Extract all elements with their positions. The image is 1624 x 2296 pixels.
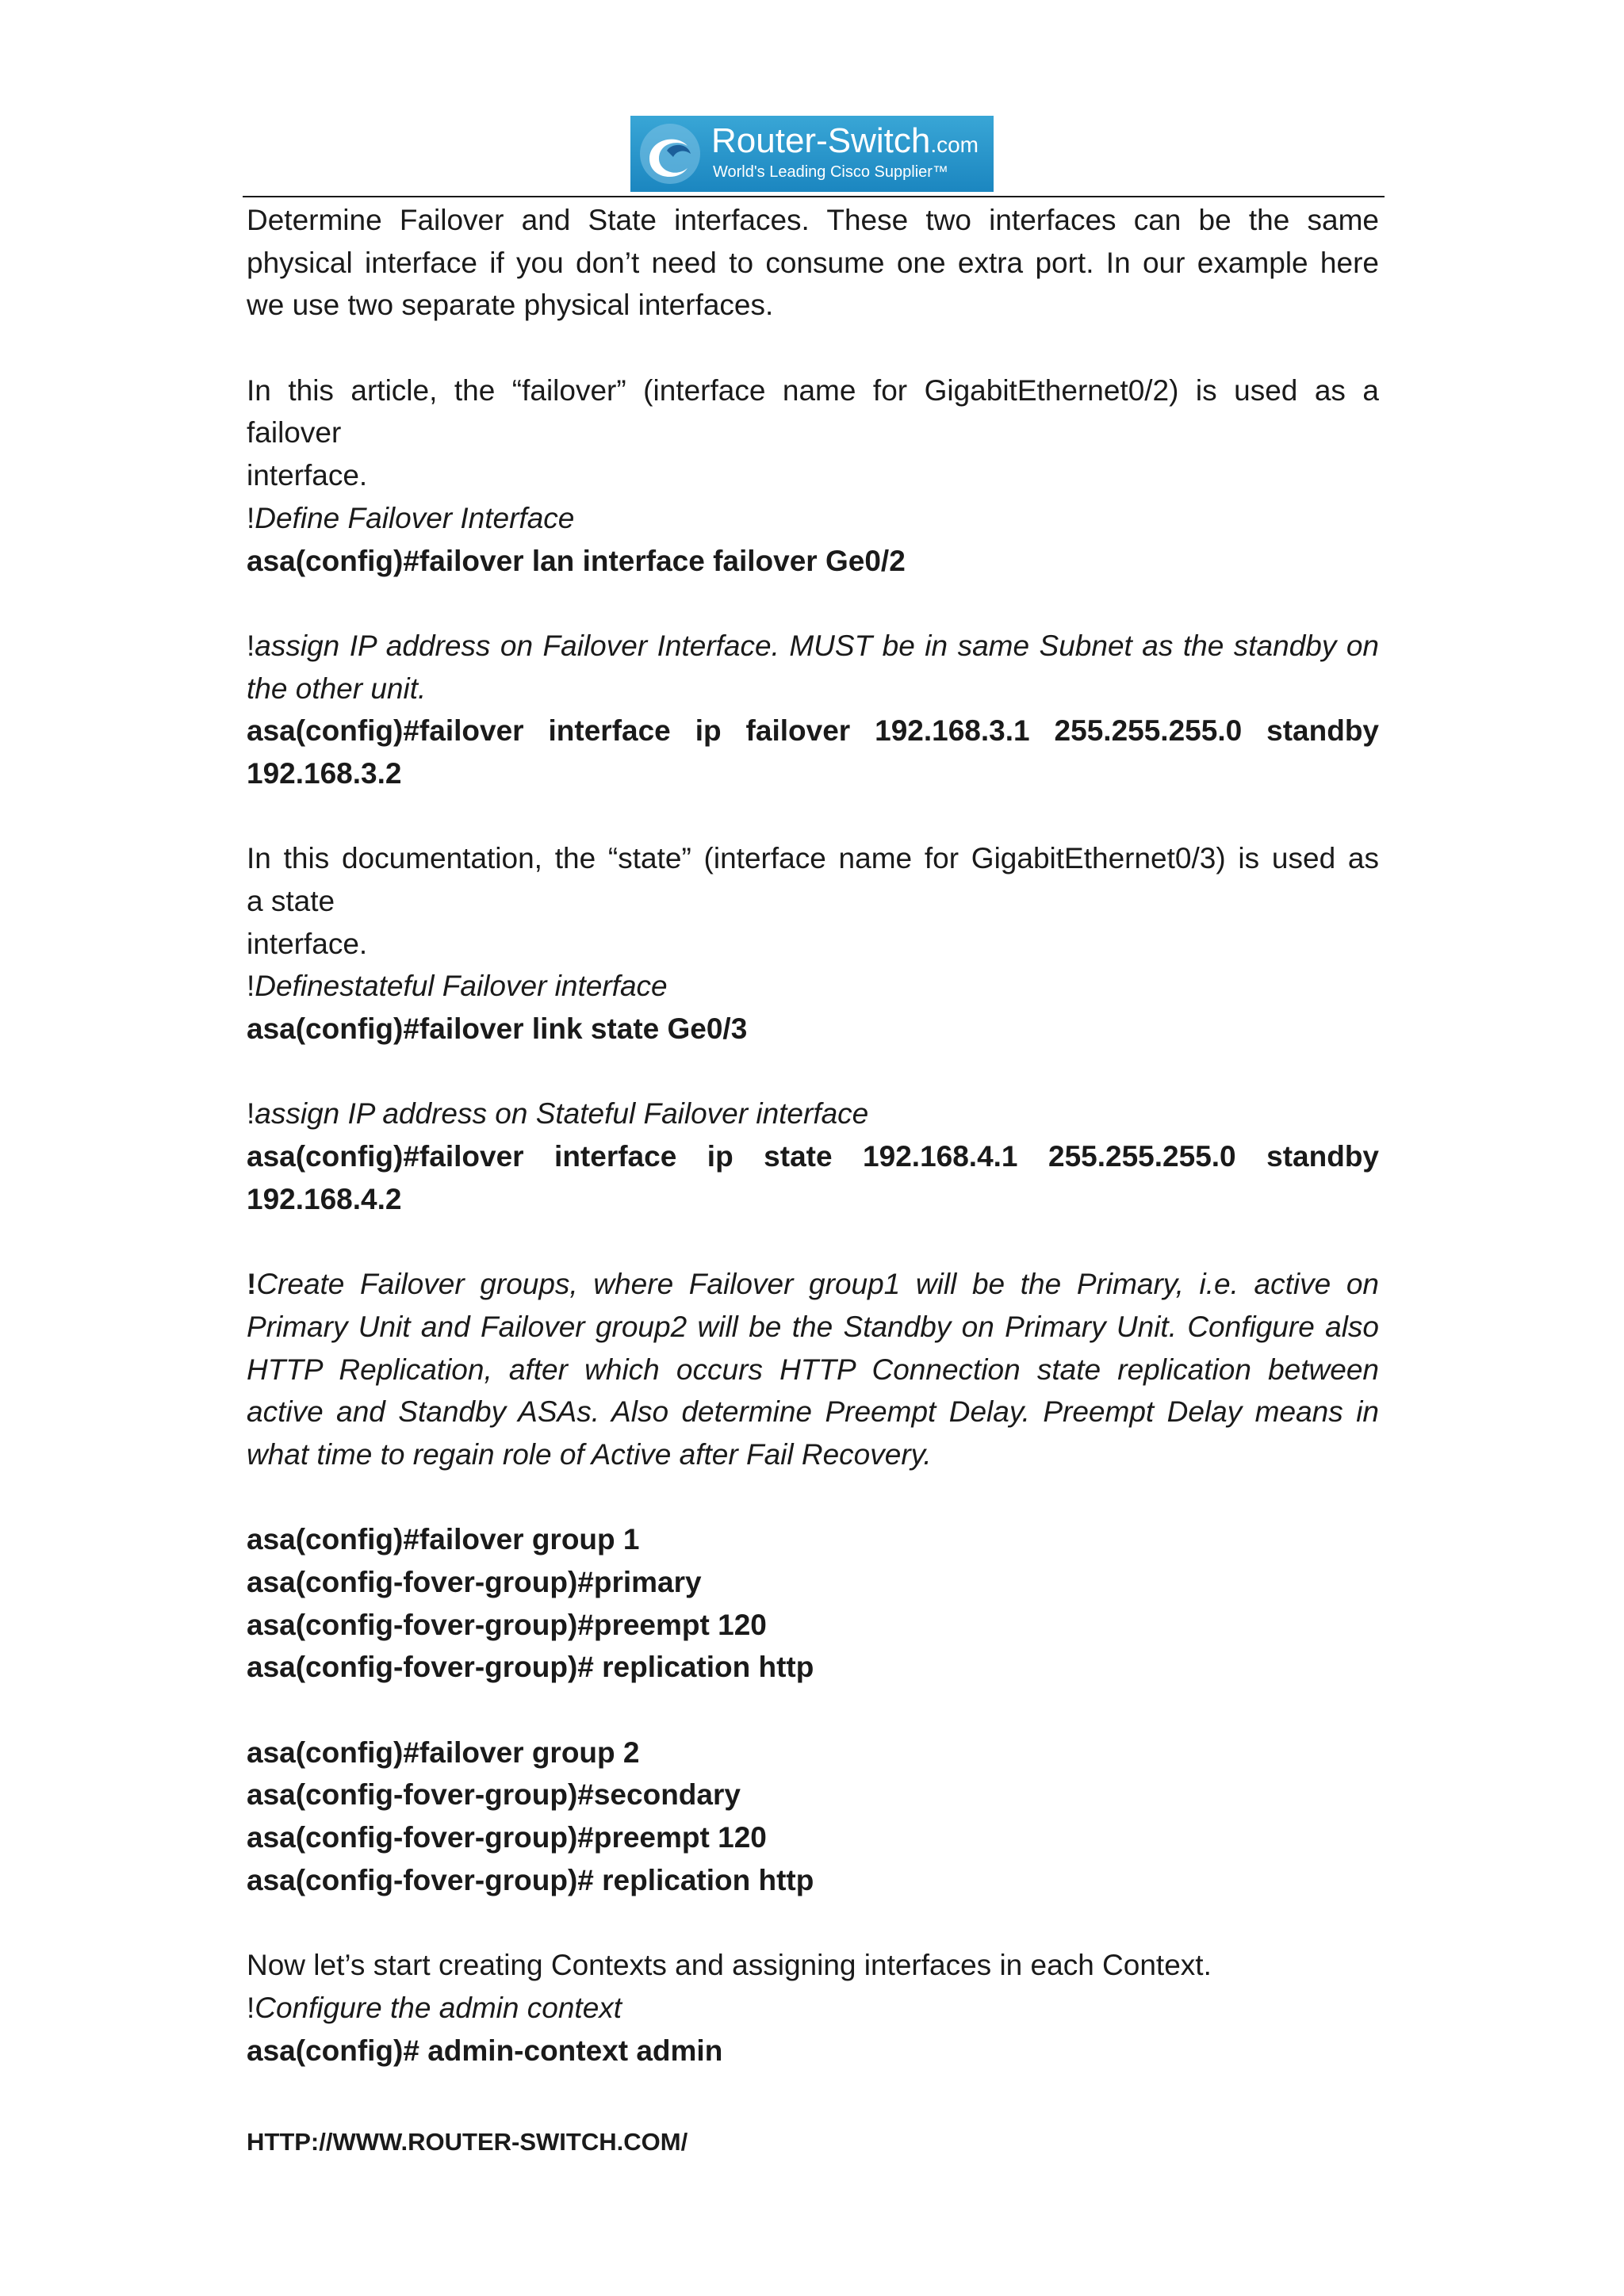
body-line: In this documentation, the “state” (interface name for GigabitEthernet0/3) is used as — [247, 842, 1379, 875]
comment-text: assign IP address on Stateful Failover interface — [255, 1097, 869, 1131]
comment-marker: ! — [247, 1097, 255, 1131]
command-line: asa(config)#failover group 2 — [247, 1735, 640, 1769]
router-switch-logo — [630, 116, 994, 192]
command-line: 192.168.4.2 — [247, 1182, 402, 1215]
comment-text: Definestateful Failover interface — [255, 970, 668, 1003]
command-line: asa(config-fover-group)#secondary — [247, 1778, 741, 1812]
paragraph-gap — [247, 1902, 1379, 1945]
body-line: physical interface if you don’t need to consume one extra port. In our example here — [247, 246, 1379, 279]
paragraph-gap — [247, 1221, 1379, 1264]
command-line: asa(config)#failover interface ip failover 192.168.3.1 255.255.255.0 standby — [247, 714, 1379, 748]
command-line: asa(config)#failover interface ip state 192.168.4.1 255.255.255.0 standby — [247, 1140, 1379, 1173]
comment-line: HTTP Replication, after which occurs HTTP Connection state replication between — [247, 1353, 1379, 1386]
paragraph-gap — [247, 1476, 1379, 1519]
comment-line — [247, 1263, 1379, 1306]
body-line: we use two separate physical interfaces. — [247, 289, 774, 322]
comment-text: Configure the admin context — [255, 1991, 622, 2024]
body-line: failover — [247, 416, 342, 450]
logo-tagline: World's Leading Cisco Supplier™ — [713, 163, 948, 181]
body-line: Now let’s start creating Contexts and assigning interfaces in each Context. — [247, 1949, 1212, 1982]
command-line: asa(config)# admin-context admin — [247, 2034, 723, 2067]
comment-text: Define Failover Interface — [255, 501, 575, 534]
command-line: asa(config)#failover link state Ge0/3 — [247, 1012, 748, 1046]
command-line: asa(config-fover-group)#primary — [247, 1566, 702, 1598]
body-line: In this article, the “failover” (interface name for GigabitEthernet0/2) is used as a — [247, 373, 1379, 407]
comment-line: Primary Unit and Failover group2 will be the Standby on Primary Unit. Configure also — [247, 1310, 1379, 1343]
logo-name-text: Router-Switch — [711, 121, 931, 160]
paragraph-gap — [247, 1050, 1379, 1093]
comment-line — [247, 625, 1379, 668]
comment-line — [247, 1093, 1379, 1135]
paragraph-gap — [247, 582, 1379, 625]
command-line: asa(config)#failover lan interface failover Ge0/2 — [247, 544, 906, 577]
logo-domain-text: .com — [930, 132, 979, 157]
command-line: asa(config)#failover group 1 — [247, 1523, 640, 1556]
body-line: interface. — [247, 459, 368, 492]
comment-line: active and Standby ASAs. Also determine Preempt Delay. Preempt Delay means in — [247, 1395, 1379, 1429]
comment-marker: ! — [247, 629, 255, 662]
comment-text: assign IP address on Failover Interface. MUST be in same Subnet as the standby on — [255, 629, 1379, 662]
command-line: 192.168.3.2 — [247, 756, 402, 790]
body-line: interface. — [247, 927, 368, 960]
comment-marker: ! — [247, 501, 255, 534]
command-line: asa(config-fover-group)# replication http — [247, 1651, 814, 1684]
comment-line: what time to regain role of Active after Fail Recovery. — [247, 1437, 932, 1471]
paragraph-gap — [247, 327, 1379, 369]
comment-marker: ! — [247, 1268, 257, 1301]
command-line: asa(config-fover-group)#preempt 120 — [247, 1608, 767, 1641]
comment-line — [247, 965, 1379, 1008]
header-divider — [243, 196, 1385, 197]
comment-line — [247, 1987, 1379, 2030]
command-line: asa(config-fover-group)#preempt 120 — [247, 1821, 767, 1854]
comment-marker: ! — [247, 1991, 255, 2024]
document-body — [247, 199, 1379, 2072]
logo-wordmark — [711, 119, 979, 167]
comment-line — [247, 497, 1379, 540]
comment-text: Create Failover groups, where Failover group1 will be the Primary, i.e. active on — [256, 1268, 1379, 1301]
body-line: a state — [247, 885, 335, 917]
paragraph-gap — [247, 795, 1379, 838]
footer-url[interactable]: HTTP://WWW.ROUTER-SWITCH.COM/ — [247, 2128, 688, 2156]
command-line: asa(config-fover-group)# replication http — [247, 1863, 814, 1896]
body-line: Determine Failover and State interfaces. These two interfaces can be the same — [247, 204, 1379, 236]
comment-line: the other unit. — [247, 672, 427, 705]
paragraph-gap — [247, 1689, 1379, 1732]
globe-logo-icon — [635, 119, 705, 189]
comment-marker: ! — [247, 970, 255, 1003]
